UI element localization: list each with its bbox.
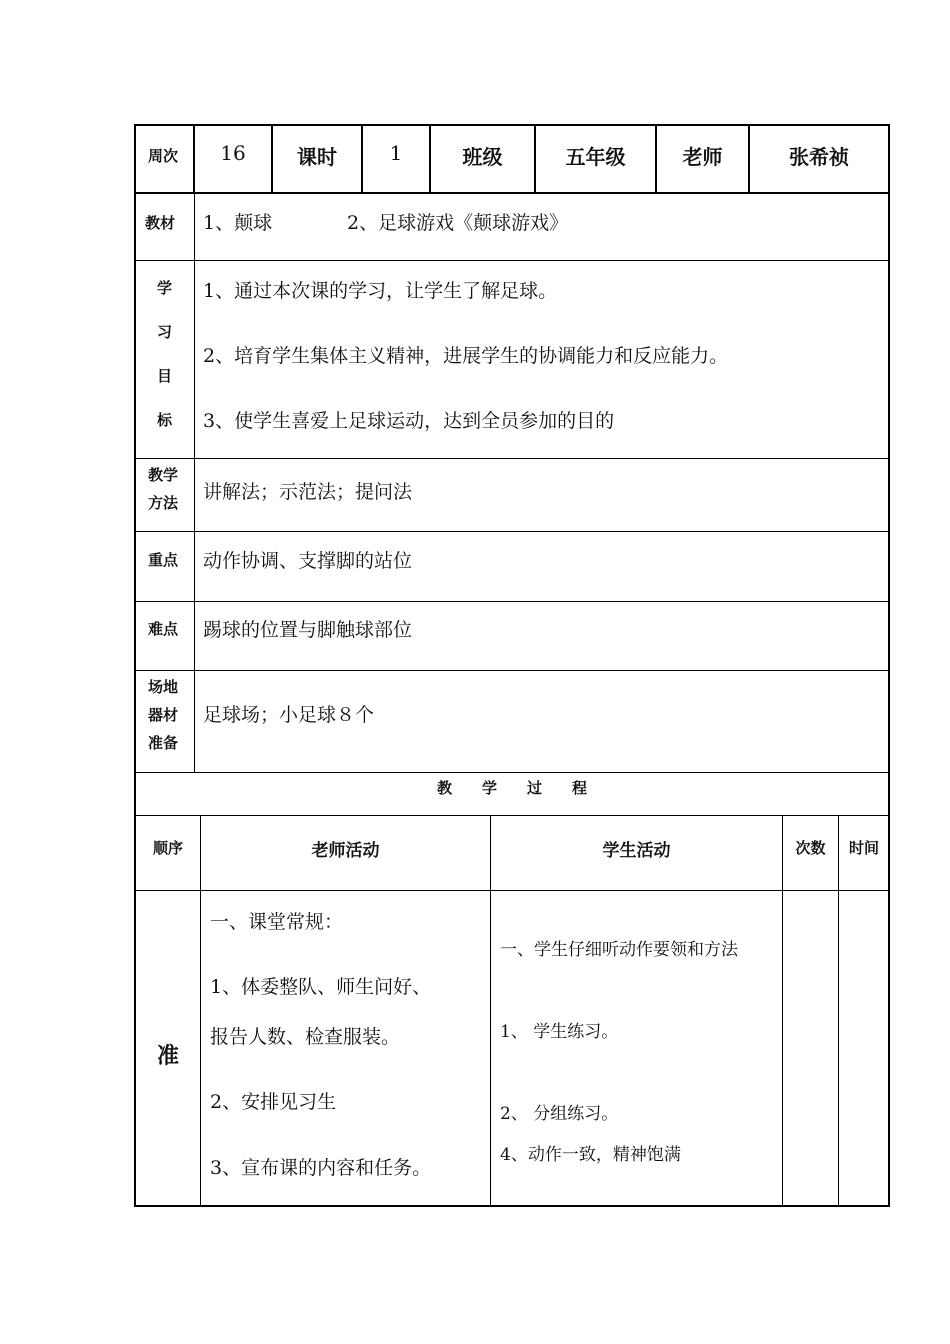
col-header-count: 次数 — [795, 839, 826, 857]
stage-name: 准 — [156, 1044, 179, 1069]
row-divider — [134, 458, 890, 459]
col-divider — [194, 193, 195, 772]
col-divider — [838, 815, 839, 1207]
teacher-activity-line: 2、安排见习生 — [210, 1091, 337, 1113]
method-label: 方法 — [148, 494, 179, 512]
teacher-value: 张希祯 — [789, 145, 849, 169]
row-divider — [134, 772, 890, 773]
row-divider — [134, 670, 890, 671]
venue-label: 准备 — [148, 734, 179, 752]
row-divider — [134, 531, 890, 532]
col-divider — [782, 815, 783, 1207]
objective-item: 3、使学生喜爱上足球运动，达到全员参加的目的 — [203, 410, 615, 432]
col-header-order: 顺序 — [152, 839, 183, 857]
material-item-1: 1、颠球 — [203, 212, 273, 234]
venue-label: 器材 — [148, 706, 179, 724]
objective-item: 2、培育学生集体主义精神，进展学生的协调能力和反应能力。 — [203, 345, 729, 367]
row-divider — [134, 890, 890, 891]
key-point-value: 动作协调、支撑脚的站位 — [203, 550, 413, 572]
key-point-label: 重点 — [148, 551, 179, 569]
objectives-label-char: 目 — [157, 367, 173, 385]
period-value: 1 — [389, 141, 403, 165]
class-label: 班级 — [462, 145, 503, 169]
teacher-activity-line: 3、宣布课的内容和任务。 — [210, 1157, 432, 1179]
method-label: 教学 — [148, 466, 179, 484]
student-activity-line: 一、学生仔细听动作要领和方法 — [500, 940, 738, 960]
objective-item: 1、通过本次课的学习，让学生了解足球。 — [203, 280, 558, 302]
row-divider — [134, 815, 890, 816]
col-divider — [490, 815, 491, 1207]
material-label: 教材 — [145, 214, 176, 232]
student-activity-line: 4、动作一致，精神饱满 — [500, 1145, 681, 1165]
venue-label: 场地 — [148, 678, 179, 696]
venue-value: 足球场；小足球８个 — [203, 704, 375, 726]
teacher-activity-line: 一、课堂常规： — [210, 911, 344, 933]
student-activity-line: 1、 学生练习。 — [500, 1022, 619, 1042]
class-value: 五年级 — [565, 145, 626, 169]
week-label: 周次 — [148, 147, 179, 165]
col-header-student: 学生活动 — [602, 841, 671, 861]
col-header-teacher: 老师活动 — [311, 841, 380, 861]
col-divider — [200, 815, 201, 1207]
difficulty-value: 踢球的位置与脚触球部位 — [203, 619, 413, 641]
row-divider — [134, 260, 890, 261]
objectives-label-char: 标 — [157, 411, 173, 429]
teacher-activity-line: 1、体委整队、师生问好、 — [210, 976, 432, 998]
objectives-label-char: 习 — [157, 323, 173, 341]
student-activity-line: 2、 分组练习。 — [500, 1104, 619, 1124]
row-divider — [134, 192, 890, 194]
difficulty-label: 难点 — [148, 620, 179, 638]
week-value: 16 — [220, 141, 246, 165]
period-label: 课时 — [297, 145, 337, 169]
process-title: 教 学 过 程 — [436, 779, 587, 797]
row-divider — [134, 601, 890, 602]
teacher-activity-line: 报告人数、检查服装。 — [210, 1026, 401, 1048]
objectives-label-char: 学 — [157, 279, 173, 297]
col-header-time: 时间 — [848, 839, 879, 857]
teacher-label: 老师 — [682, 145, 723, 169]
material-item-2: 2、足球游戏《颠球游戏》 — [347, 212, 569, 234]
method-value: 讲解法；示范法；提问法 — [203, 481, 413, 503]
